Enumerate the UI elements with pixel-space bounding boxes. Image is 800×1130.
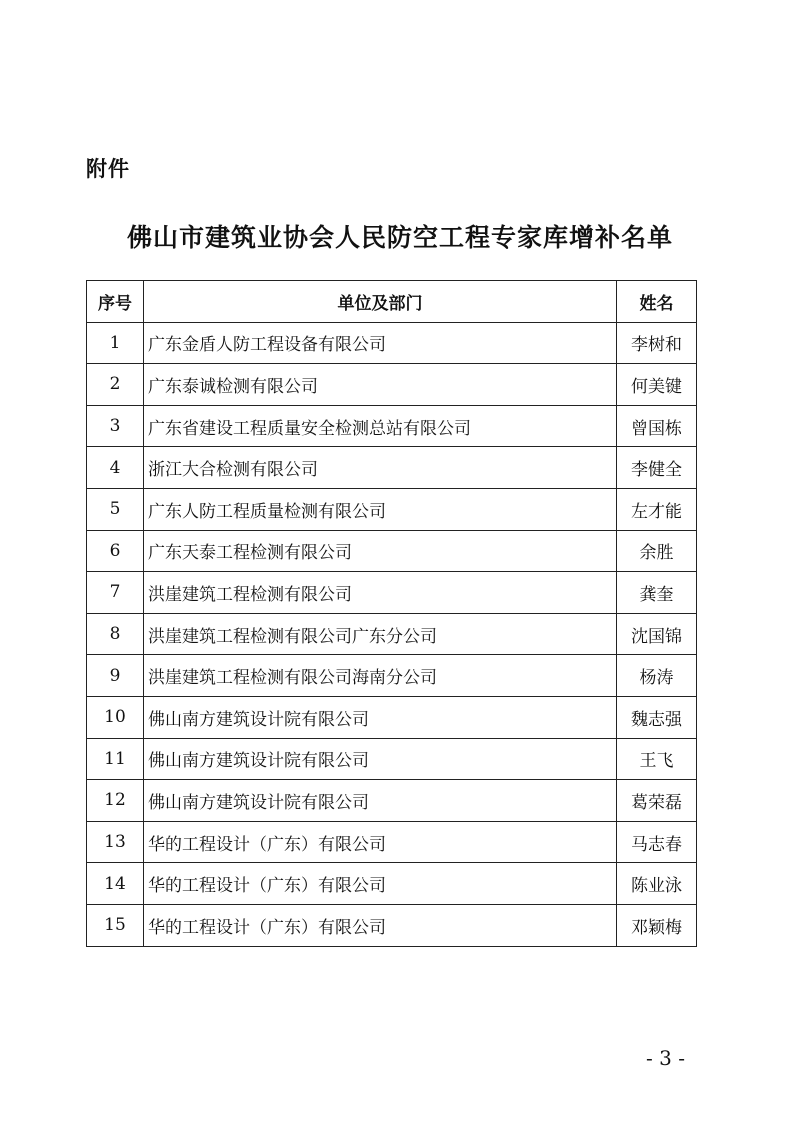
cell-name: 余胜 [617, 530, 697, 572]
page-number: - 3 - [646, 1046, 685, 1070]
cell-serial-number: 10 [87, 696, 144, 738]
attachment-label: 附件 [86, 157, 130, 181]
cell-name: 曾国栋 [617, 405, 697, 447]
cell-name: 王飞 [617, 738, 697, 780]
table-row [87, 572, 697, 614]
cell-name: 马志春 [617, 821, 697, 863]
expert-roster-table [86, 280, 697, 947]
cell-serial-number: 9 [87, 655, 144, 697]
table-row [87, 738, 697, 780]
table-row [87, 405, 697, 447]
cell-unit: 浙江大合检测有限公司 [144, 447, 617, 489]
cell-serial-number: 4 [87, 447, 144, 489]
cell-unit: 佛山南方建筑设计院有限公司 [144, 780, 617, 822]
table-row [87, 530, 697, 572]
cell-unit: 广东人防工程质量检测有限公司 [144, 488, 617, 530]
cell-unit: 广东金盾人防工程设备有限公司 [144, 322, 617, 364]
cell-name: 龚奎 [617, 572, 697, 614]
cell-serial-number: 6 [87, 530, 144, 572]
cell-serial-number: 14 [87, 863, 144, 905]
cell-name: 左才能 [617, 488, 697, 530]
cell-unit: 洪崖建筑工程检测有限公司 [144, 572, 617, 614]
table-row [87, 364, 697, 406]
cell-serial-number: 15 [87, 904, 144, 946]
cell-name: 沈国锦 [617, 613, 697, 655]
cell-name: 李树和 [617, 322, 697, 364]
cell-serial-number: 2 [87, 364, 144, 406]
table-row [87, 780, 697, 822]
cell-name: 邓颖梅 [617, 904, 697, 946]
cell-serial-number: 3 [87, 405, 144, 447]
cell-unit: 佛山南方建筑设计院有限公司 [144, 738, 617, 780]
table-row [87, 613, 697, 655]
cell-name: 杨涛 [617, 655, 697, 697]
cell-name: 魏志强 [617, 696, 697, 738]
document-title: 佛山市建筑业协会人民防空工程专家库增补名单 [126, 223, 673, 252]
table-row [87, 488, 697, 530]
header-name: 姓名 [617, 281, 697, 323]
cell-unit: 华的工程设计（广东）有限公司 [144, 863, 617, 905]
cell-unit: 华的工程设计（广东）有限公司 [144, 904, 617, 946]
table-row [87, 821, 697, 863]
cell-serial-number: 13 [87, 821, 144, 863]
cell-serial-number: 12 [87, 780, 144, 822]
cell-name: 陈业泳 [617, 863, 697, 905]
table-row [87, 904, 697, 946]
cell-unit: 广东天泰工程检测有限公司 [144, 530, 617, 572]
cell-serial-number: 7 [87, 572, 144, 614]
cell-name: 李健全 [617, 447, 697, 489]
cell-unit: 洪崖建筑工程检测有限公司海南分公司 [144, 655, 617, 697]
cell-serial-number: 11 [87, 738, 144, 780]
table-header-row [87, 281, 697, 323]
table-row [87, 863, 697, 905]
cell-serial-number: 5 [87, 488, 144, 530]
cell-unit: 佛山南方建筑设计院有限公司 [144, 696, 617, 738]
cell-serial-number: 8 [87, 613, 144, 655]
table-row [87, 447, 697, 489]
cell-serial-number: 1 [87, 322, 144, 364]
cell-unit: 广东省建设工程质量安全检测总站有限公司 [144, 405, 617, 447]
cell-name: 葛荣磊 [617, 780, 697, 822]
cell-unit: 华的工程设计（广东）有限公司 [144, 821, 617, 863]
header-serial-number: 序号 [87, 281, 144, 323]
cell-unit: 广东泰诚检测有限公司 [144, 364, 617, 406]
cell-unit: 洪崖建筑工程检测有限公司广东分公司 [144, 613, 617, 655]
table-row [87, 696, 697, 738]
cell-name: 何美键 [617, 364, 697, 406]
table-row [87, 655, 697, 697]
table-row [87, 322, 697, 364]
header-unit-department: 单位及部门 [144, 281, 617, 323]
